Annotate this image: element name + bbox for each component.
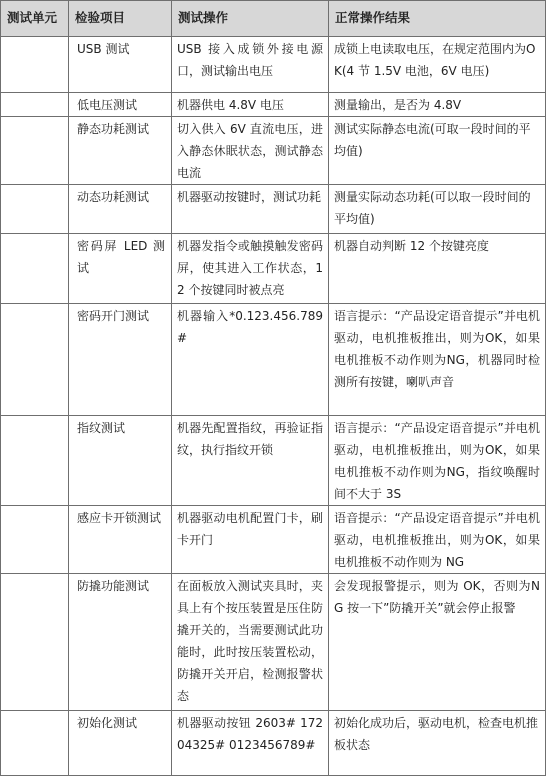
table-row	[1, 37, 546, 93]
cell-unit	[1, 234, 69, 304]
cell-operation: 切入供入 6V 直流电压，进入静态休眠状态，测试静态电流	[172, 117, 329, 185]
cell-unit	[1, 574, 69, 711]
cell-unit	[1, 185, 69, 234]
cell-result: 机器自动判断 12 个按键亮度	[329, 234, 546, 304]
cell-item: 低电压测试	[69, 93, 172, 117]
header-test-unit: 测试单元	[1, 1, 69, 37]
cell-operation: USB 接入成锁外接电源口，测试输出电压	[172, 37, 329, 93]
header-inspection-item: 检验项目	[69, 1, 172, 37]
header-expected-result: 正常操作结果	[329, 1, 546, 37]
table-row	[1, 304, 546, 416]
cell-operation: 机器驱动按键时，测试功耗	[172, 185, 329, 234]
cell-result: 成锁上电读取电压，在规定范围内为OK(4 节 1.5V 电池，6V 电压)	[329, 37, 546, 93]
cell-operation: 在面板放入测试夹具时，夹具上有个按压装置是压住防撬开关的，当需要测试此功能时，此时按压装置松动，防撬开关开启，检测报警状态	[172, 574, 329, 711]
cell-operation: 机器驱动电机配置门卡，刷卡开门	[172, 506, 329, 574]
table-row	[1, 506, 546, 574]
header-test-operation: 测试操作	[172, 1, 329, 37]
table-row	[1, 574, 546, 711]
cell-unit	[1, 37, 69, 93]
cell-item: 感应卡开锁测试	[69, 506, 172, 574]
cell-operation: 机器先配置指纹，再验证指纹，执行指纹开锁	[172, 416, 329, 506]
cell-operation: 机器发指令或触摸触发密码屏，使其进入工作状态，12 个按键同时被点亮	[172, 234, 329, 304]
table-row	[1, 93, 546, 117]
cell-item: 初始化测试	[69, 711, 172, 776]
table-row	[1, 711, 546, 776]
cell-unit	[1, 117, 69, 185]
cell-item: USB 测试	[69, 37, 172, 93]
cell-unit	[1, 416, 69, 506]
cell-unit	[1, 711, 69, 776]
cell-unit	[1, 93, 69, 117]
cell-result: 语言提示：“产品设定语音提示”并电机驱动，电机推板推出，则为OK，如果电机推板不动作则为NG，指纹唤醒时间不大于 3S	[329, 416, 546, 506]
cell-item: 防撬功能测试	[69, 574, 172, 711]
cell-operation: 机器驱动按钮 2603# 17204325# 0123456789#	[172, 711, 329, 776]
cell-item: 静态功耗测试	[69, 117, 172, 185]
cell-unit	[1, 304, 69, 416]
table-row	[1, 117, 546, 185]
table-row	[1, 416, 546, 506]
table-row	[1, 185, 546, 234]
cell-item: 动态功耗测试	[69, 185, 172, 234]
cell-result: 测量实际动态功耗(可以取一段时间的平均值)	[329, 185, 546, 234]
cell-item: 密码屏 LED 测试	[69, 234, 172, 304]
cell-result: 测量输出，是否为 4.8V	[329, 93, 546, 117]
cell-unit	[1, 506, 69, 574]
cell-result: 语音提示：“产品设定语音提示”并电机驱动，电机推板推出，则为OK，如果电机推板不动作则为 NG	[329, 506, 546, 574]
cell-result: 语言提示：“产品设定语音提示”并电机驱动，电机推板推出，则为OK，如果电机推板不动作则为NG，机器同时检测所有按键，喇叭声音	[329, 304, 546, 416]
cell-result: 测试实际静态电流(可取一段时间的平均值)	[329, 117, 546, 185]
cell-result: 会发现报警提示，则为 OK，否则为NG 按一下”防撬开关”就会停止报警	[329, 574, 546, 711]
header-row	[1, 1, 546, 37]
cell-result: 初始化成功后，驱动电机，检查电机推板状态	[329, 711, 546, 776]
table-row	[1, 234, 546, 304]
cell-item: 指纹测试	[69, 416, 172, 506]
cell-operation: 机器供电 4.8V 电压	[172, 93, 329, 117]
cell-item: 密码开门测试	[69, 304, 172, 416]
cell-operation: 机器输入*0.123.456.789#	[172, 304, 329, 416]
